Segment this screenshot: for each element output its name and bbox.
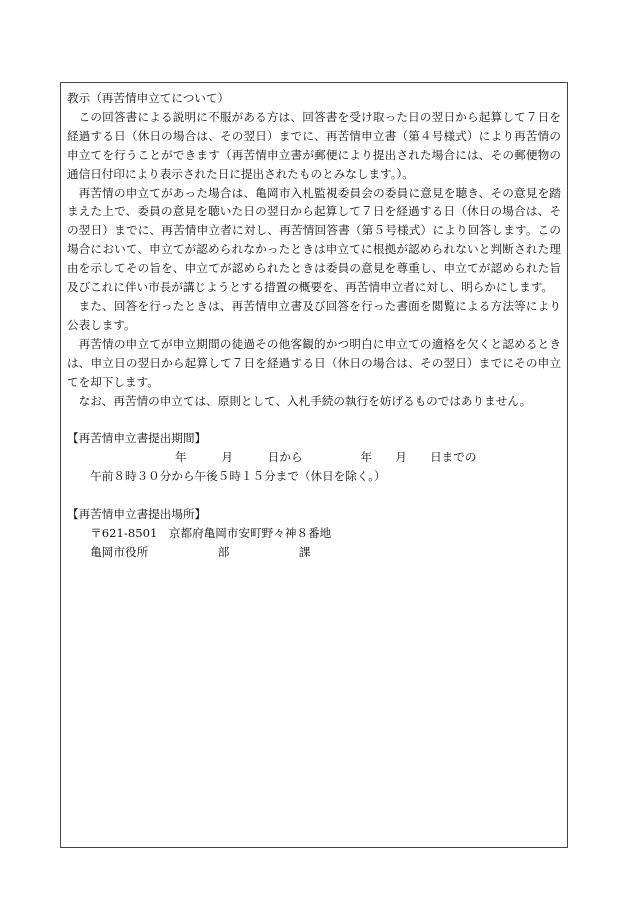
location-address: 〒621-8501 京都府亀岡市安町野々神８番地 (90, 525, 332, 540)
notice-paragraph-3: また、回答を行ったときは、再苦情申立書及び回答を行った書面を閲覧による方法等により公表します。 (67, 298, 561, 332)
period-heading: 【再苦情申立書提出期間】 (67, 431, 207, 446)
notice-paragraph-2: 再苦情の申立てがあった場合は、亀岡市入札監視委員会の委員に意見を聴き、その意見を踏まえた上で、委員の意見を聴いた日の翌日から起算して７日を経過する日（休日の場合は、その翌日）までに、再苦情申立者に対し、再苦情回答書（第５号様式）により回答します。この場合において、申立てが認められなかったときは申立てに根拠が認められないと判断された理由を示してその旨を、申立てが認められたときは委員の意見を尊重し、申立てが認められた旨及びこれに伴い市長が講じようとする措置の概要を、再苦情申立者に対し、明らかにします。 (67, 185, 561, 295)
spacer (67, 410, 561, 429)
notice-paragraph-4: 再苦情の申立てが申立期間の徒過その他客観的かつ明白に申立ての適格を欠くと認めるときは、申立日の翌日から起算して７日を経過する日（休日の場合は、その翌日）までにその申立てを却下します。 (67, 336, 561, 389)
notice-paragraph-1: この回答書による説明に不服がある方は、回答書を受け取った日の翌日から起算して７日を経過する日（休日の場合は、その翌日）までに、再苦情申立書（第４号様式）により再苦情の申立てを行うことができます（再苦情申立書が郵便により提出された場合には、その郵便物の通信日付印により表示された日に提出されたものとみなします。）。 (67, 109, 561, 181)
period-hours: 午前８時３０分から午後５時１５分まで（休日を除く。） (90, 469, 386, 484)
spacer (67, 486, 561, 505)
document-frame (60, 82, 568, 848)
location-office: 亀岡市役所 部 課 (90, 544, 311, 559)
location-heading: 【再苦情申立書提出場所】 (67, 506, 207, 521)
document-content (67, 89, 561, 562)
period-date-range: 年 月 日から 年 月 日までの (175, 450, 477, 465)
notice-paragraph-5: なお、再苦情の申立ては、原則として、入札手続の執行を妨げるものではありません。 (78, 393, 532, 408)
notice-title: 教示（再苦情申立てについて） (67, 91, 230, 105)
